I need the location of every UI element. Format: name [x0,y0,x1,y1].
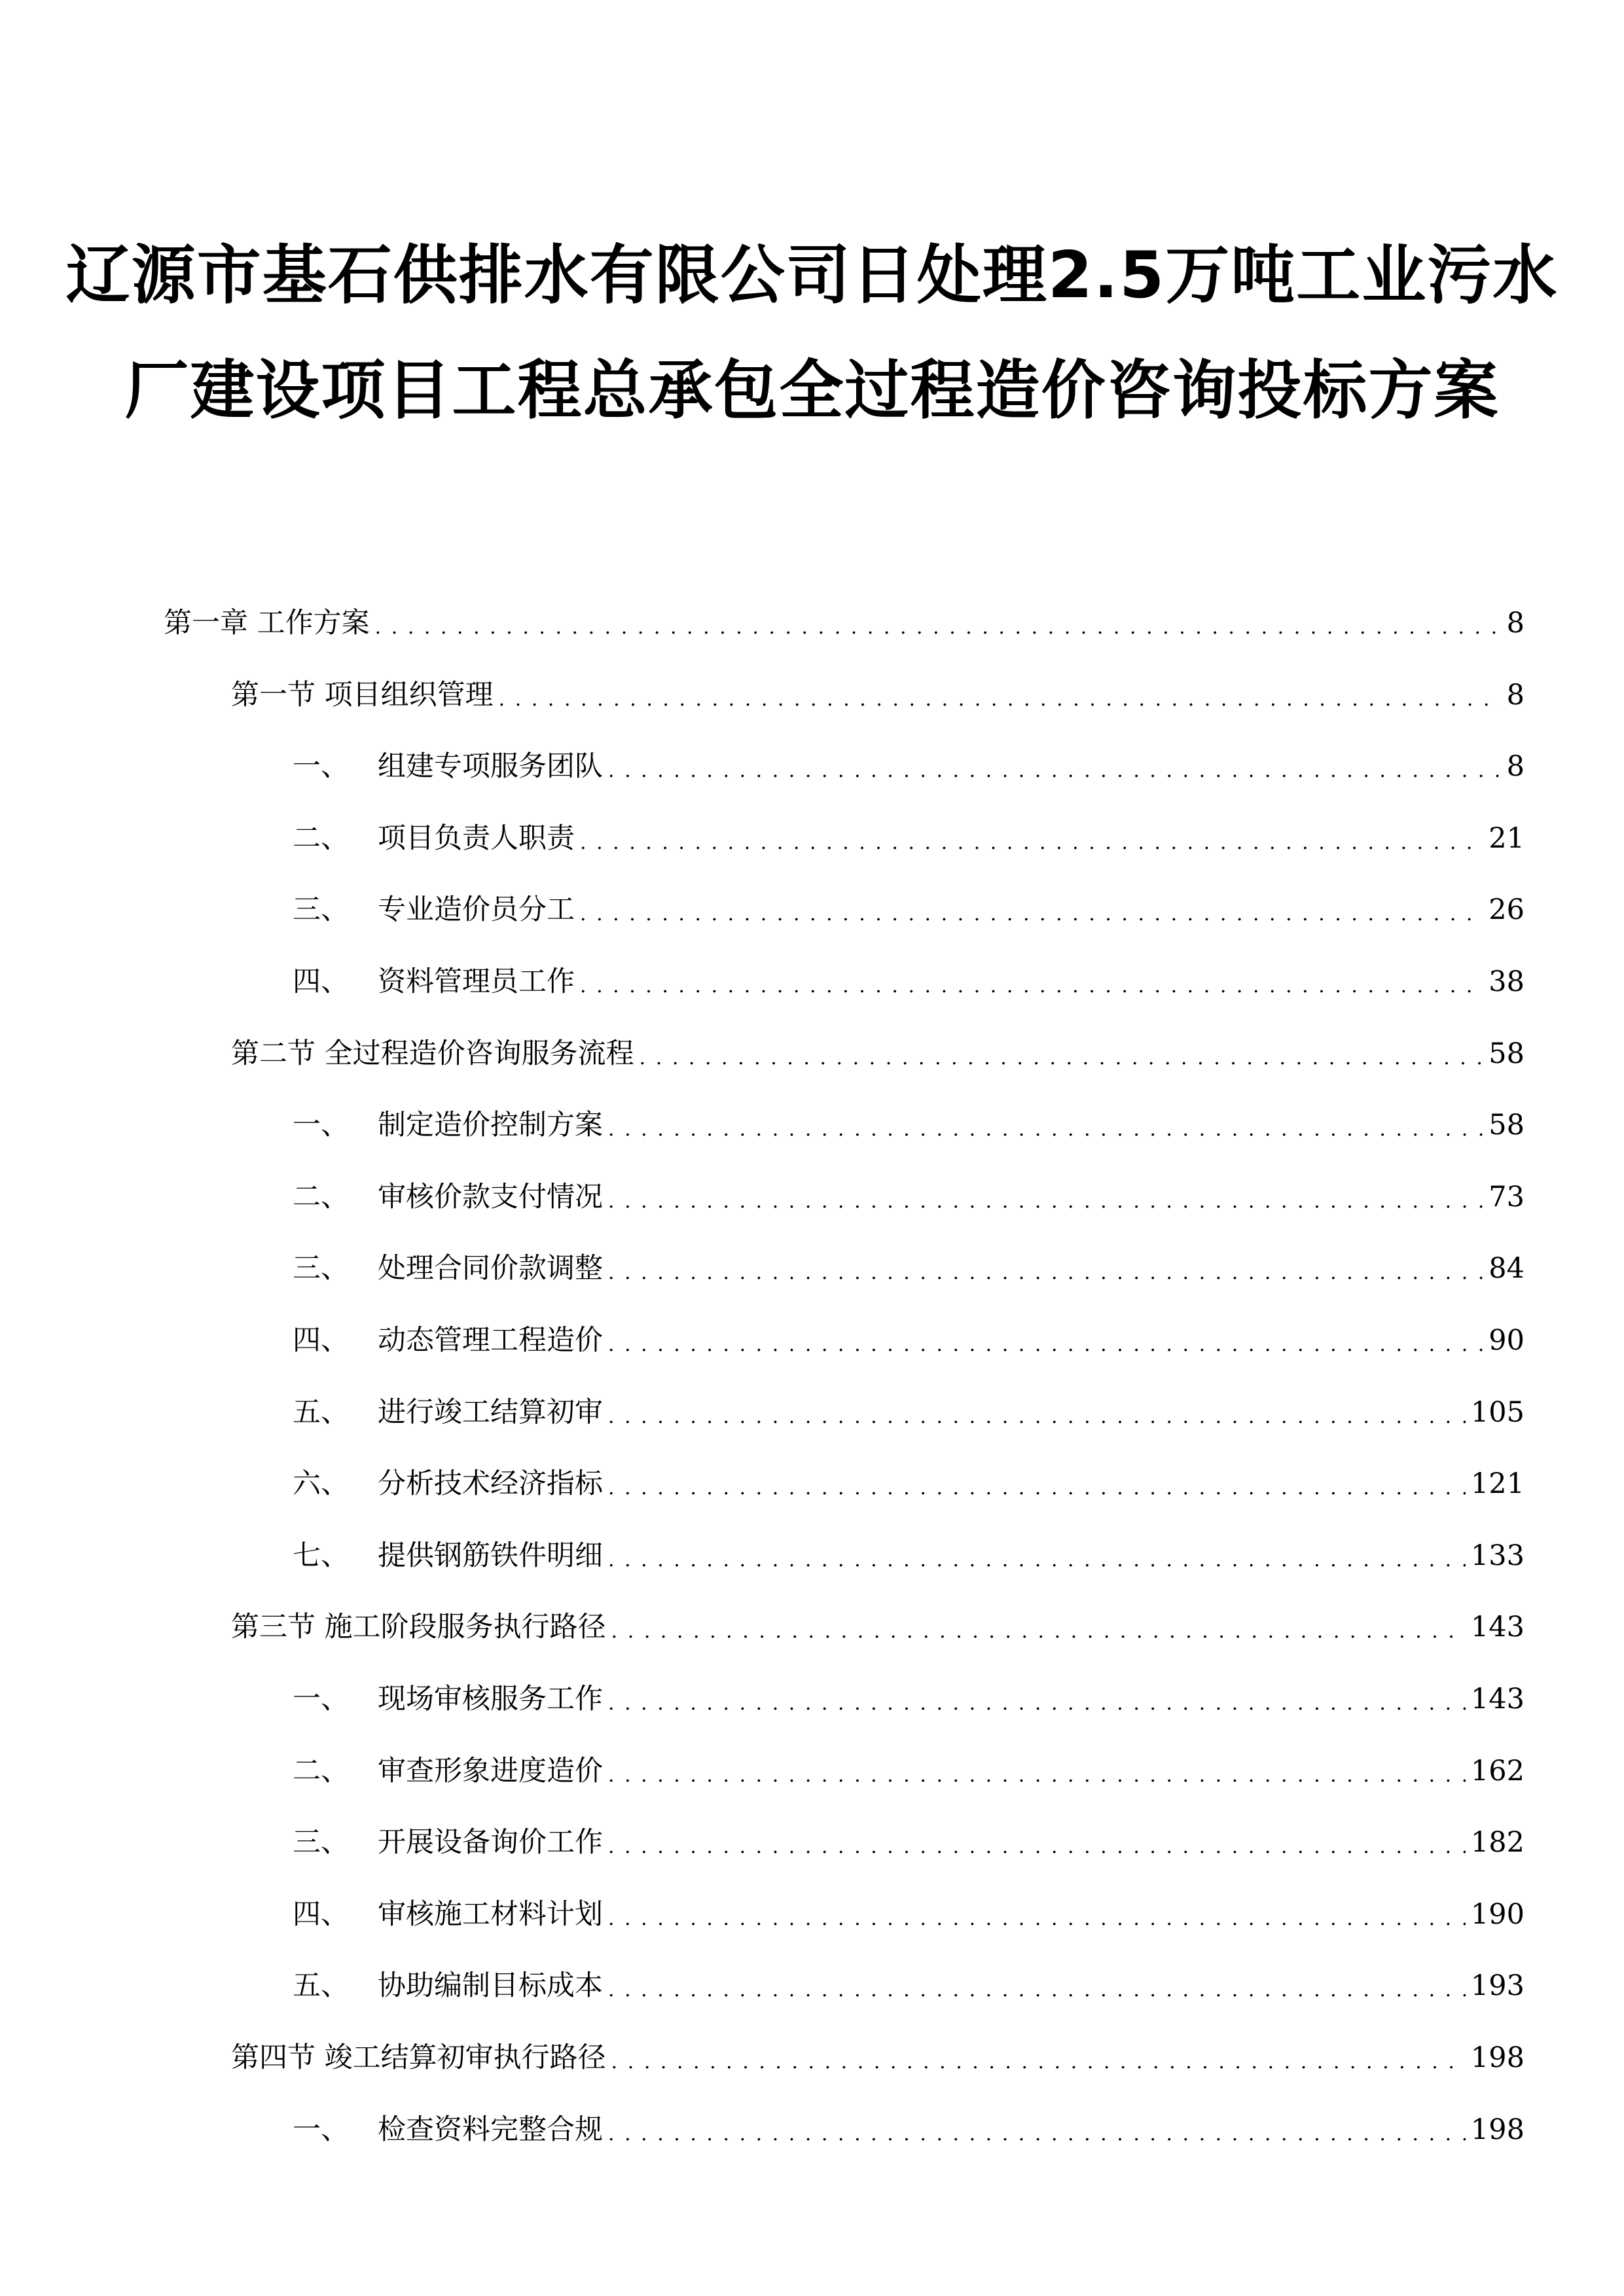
toc-entry-page: 198 [1470,2041,1525,2074]
dot-leader [608,1545,1466,1575]
toc-entry[interactable] [293,1966,1525,2005]
toc-entry-number: 五、 [293,1395,349,1429]
toc-entry[interactable] [293,1895,1525,1934]
dot-leader [608,1187,1483,1217]
toc-entry-page: 58 [1489,1037,1525,1070]
toc-entry-title: 项目组织管理 [324,678,494,711]
dot-leader [608,1258,1483,1288]
toc-entry-title: 协助编制目标成本 [378,1969,603,2003]
toc-entry-page: 162 [1470,1754,1525,1787]
toc-entry-number: 第三节 [231,1611,316,1644]
dot-leader [499,685,1502,715]
toc-entry-page: 26 [1489,893,1525,927]
toc-entry[interactable] [293,1105,1525,1145]
toc-entry-number: 三、 [293,1252,349,1285]
toc-entry-page: 84 [1489,1252,1525,1285]
toc-entry-number: 七、 [293,1539,349,1572]
toc-entry-page: 143 [1470,1683,1525,1715]
toc-entry[interactable] [293,819,1525,858]
toc-entry-number: 三、 [293,893,349,927]
toc-entry-number: 一、 [293,1109,349,1142]
toc-entry-page: 21 [1489,821,1525,855]
dot-leader [611,2047,1466,2077]
toc-entry-title: 审核施工材料计划 [378,1897,603,1931]
toc-entry-page: 133 [1470,1539,1525,1572]
toc-entry-title: 项目负责人职责 [378,821,575,855]
dot-leader [611,1617,1466,1647]
toc-entry-number: 第一章 [164,607,248,639]
dot-leader [608,1330,1483,1360]
toc-entry-number: 第二节 [231,1037,316,1070]
document-title-line-1: 辽源市基石供排水有限公司日处理2.5万吨工业污水 [65,238,1559,313]
toc-entry-page: 8 [1506,750,1525,783]
toc-entry-page: 58 [1489,1109,1525,1142]
toc-entry-title: 资料管理员工作 [378,965,575,998]
toc-entry-page: 182 [1470,1826,1525,1859]
toc-entry-number: 四、 [293,965,349,998]
toc-entry[interactable] [293,1464,1525,1503]
dot-leader [608,1402,1466,1432]
toc-entry[interactable] [293,747,1525,786]
toc-entry[interactable] [293,2110,1525,2149]
toc-entry[interactable] [231,1607,1525,1647]
dot-leader [580,971,1483,1001]
toc-entry-title: 检查资料完整合规 [378,2113,603,2146]
toc-entry-title: 审核价款支付情况 [378,1180,603,1213]
toc-entry-page: 105 [1470,1395,1525,1429]
toc-entry-title: 全过程造价咨询服务流程 [324,1037,634,1070]
toc-entry-page: 38 [1489,965,1525,998]
toc-entry-title: 审查形象进度造价 [378,1754,603,1787]
toc-entry-title: 提供钢筋铁件明细 [378,1539,603,1572]
dot-leader [375,613,1502,643]
toc-entry[interactable] [231,2038,1525,2077]
toc-entry[interactable] [293,890,1525,929]
toc-entry-title: 现场审核服务工作 [378,1683,603,1715]
toc-entry[interactable] [293,1177,1525,1217]
document-title-line-2: 厂建设项目工程总承包全过程造价咨询投标方案 [124,353,1500,428]
dot-leader [608,1761,1466,1791]
toc-entry[interactable] [293,1321,1525,1360]
dot-leader [608,1689,1466,1719]
toc-entry-page: 8 [1506,678,1525,711]
toc-entry-page: 90 [1489,1324,1525,1357]
toc-entry-title: 开展设备询价工作 [378,1826,603,1859]
toc-entry-page: 73 [1489,1180,1525,1213]
toc-entry-title: 施工阶段服务执行路径 [324,1611,606,1644]
toc-entry-page: 198 [1470,2113,1525,2146]
toc-entry-title: 竣工结算初审执行路径 [324,2041,606,2074]
toc-entry-number: 一、 [293,750,349,783]
toc-entry-page: 193 [1470,1969,1525,2003]
toc-entry[interactable] [293,1249,1525,1288]
toc-entry[interactable] [293,1679,1525,1719]
toc-entry-title: 工作方案 [257,607,370,639]
dot-leader [580,899,1483,929]
toc-entry-page: 190 [1470,1897,1525,1931]
toc-entry-number: 六、 [293,1467,349,1501]
toc-entry[interactable] [293,1536,1525,1575]
toc-entry[interactable] [293,1823,1525,1862]
dot-leader [608,1904,1466,1934]
dot-leader [608,1975,1466,2005]
dot-leader [608,2119,1466,2149]
dot-leader [580,828,1483,858]
toc-entry[interactable] [293,1751,1525,1791]
toc-entry-number: 三、 [293,1826,349,1859]
toc-entry[interactable] [231,675,1525,715]
toc-entry-title: 组建专项服务团队 [378,750,603,783]
toc-entry[interactable] [231,1034,1525,1073]
toc-entry-title: 分析技术经济指标 [378,1467,603,1501]
dot-leader [608,1832,1466,1862]
toc-entry-number: 第四节 [231,2041,316,2074]
toc-entry-page: 8 [1506,607,1525,639]
toc-entry-number: 第一节 [231,678,316,711]
toc-entry-number: 二、 [293,1180,349,1213]
toc-entry-title: 动态管理工程造价 [378,1324,603,1357]
toc-entry-number: 二、 [293,821,349,855]
toc-entry-page: 121 [1470,1467,1525,1501]
toc-entry-number: 五、 [293,1969,349,2003]
dot-leader [608,756,1502,786]
toc-entry-title: 专业造价员分工 [378,893,575,927]
toc-entry[interactable] [293,1393,1525,1432]
dot-leader [640,1043,1484,1073]
toc-entry-number: 二、 [293,1754,349,1787]
toc-entry-title: 制定造价控制方案 [378,1109,603,1142]
toc-entry-number: 一、 [293,2113,349,2146]
toc-entry-page: 143 [1470,1611,1525,1644]
toc-entry[interactable] [293,962,1525,1001]
toc-entry-number: 四、 [293,1324,349,1357]
toc-entry[interactable] [164,603,1525,643]
dot-leader [608,1473,1466,1503]
toc-entry-number: 四、 [293,1897,349,1931]
toc-entry-title: 处理合同价款调整 [378,1252,603,1285]
toc-entry-number: 一、 [293,1683,349,1715]
toc-entry-title: 进行竣工结算初审 [378,1395,603,1429]
dot-leader [608,1115,1483,1145]
